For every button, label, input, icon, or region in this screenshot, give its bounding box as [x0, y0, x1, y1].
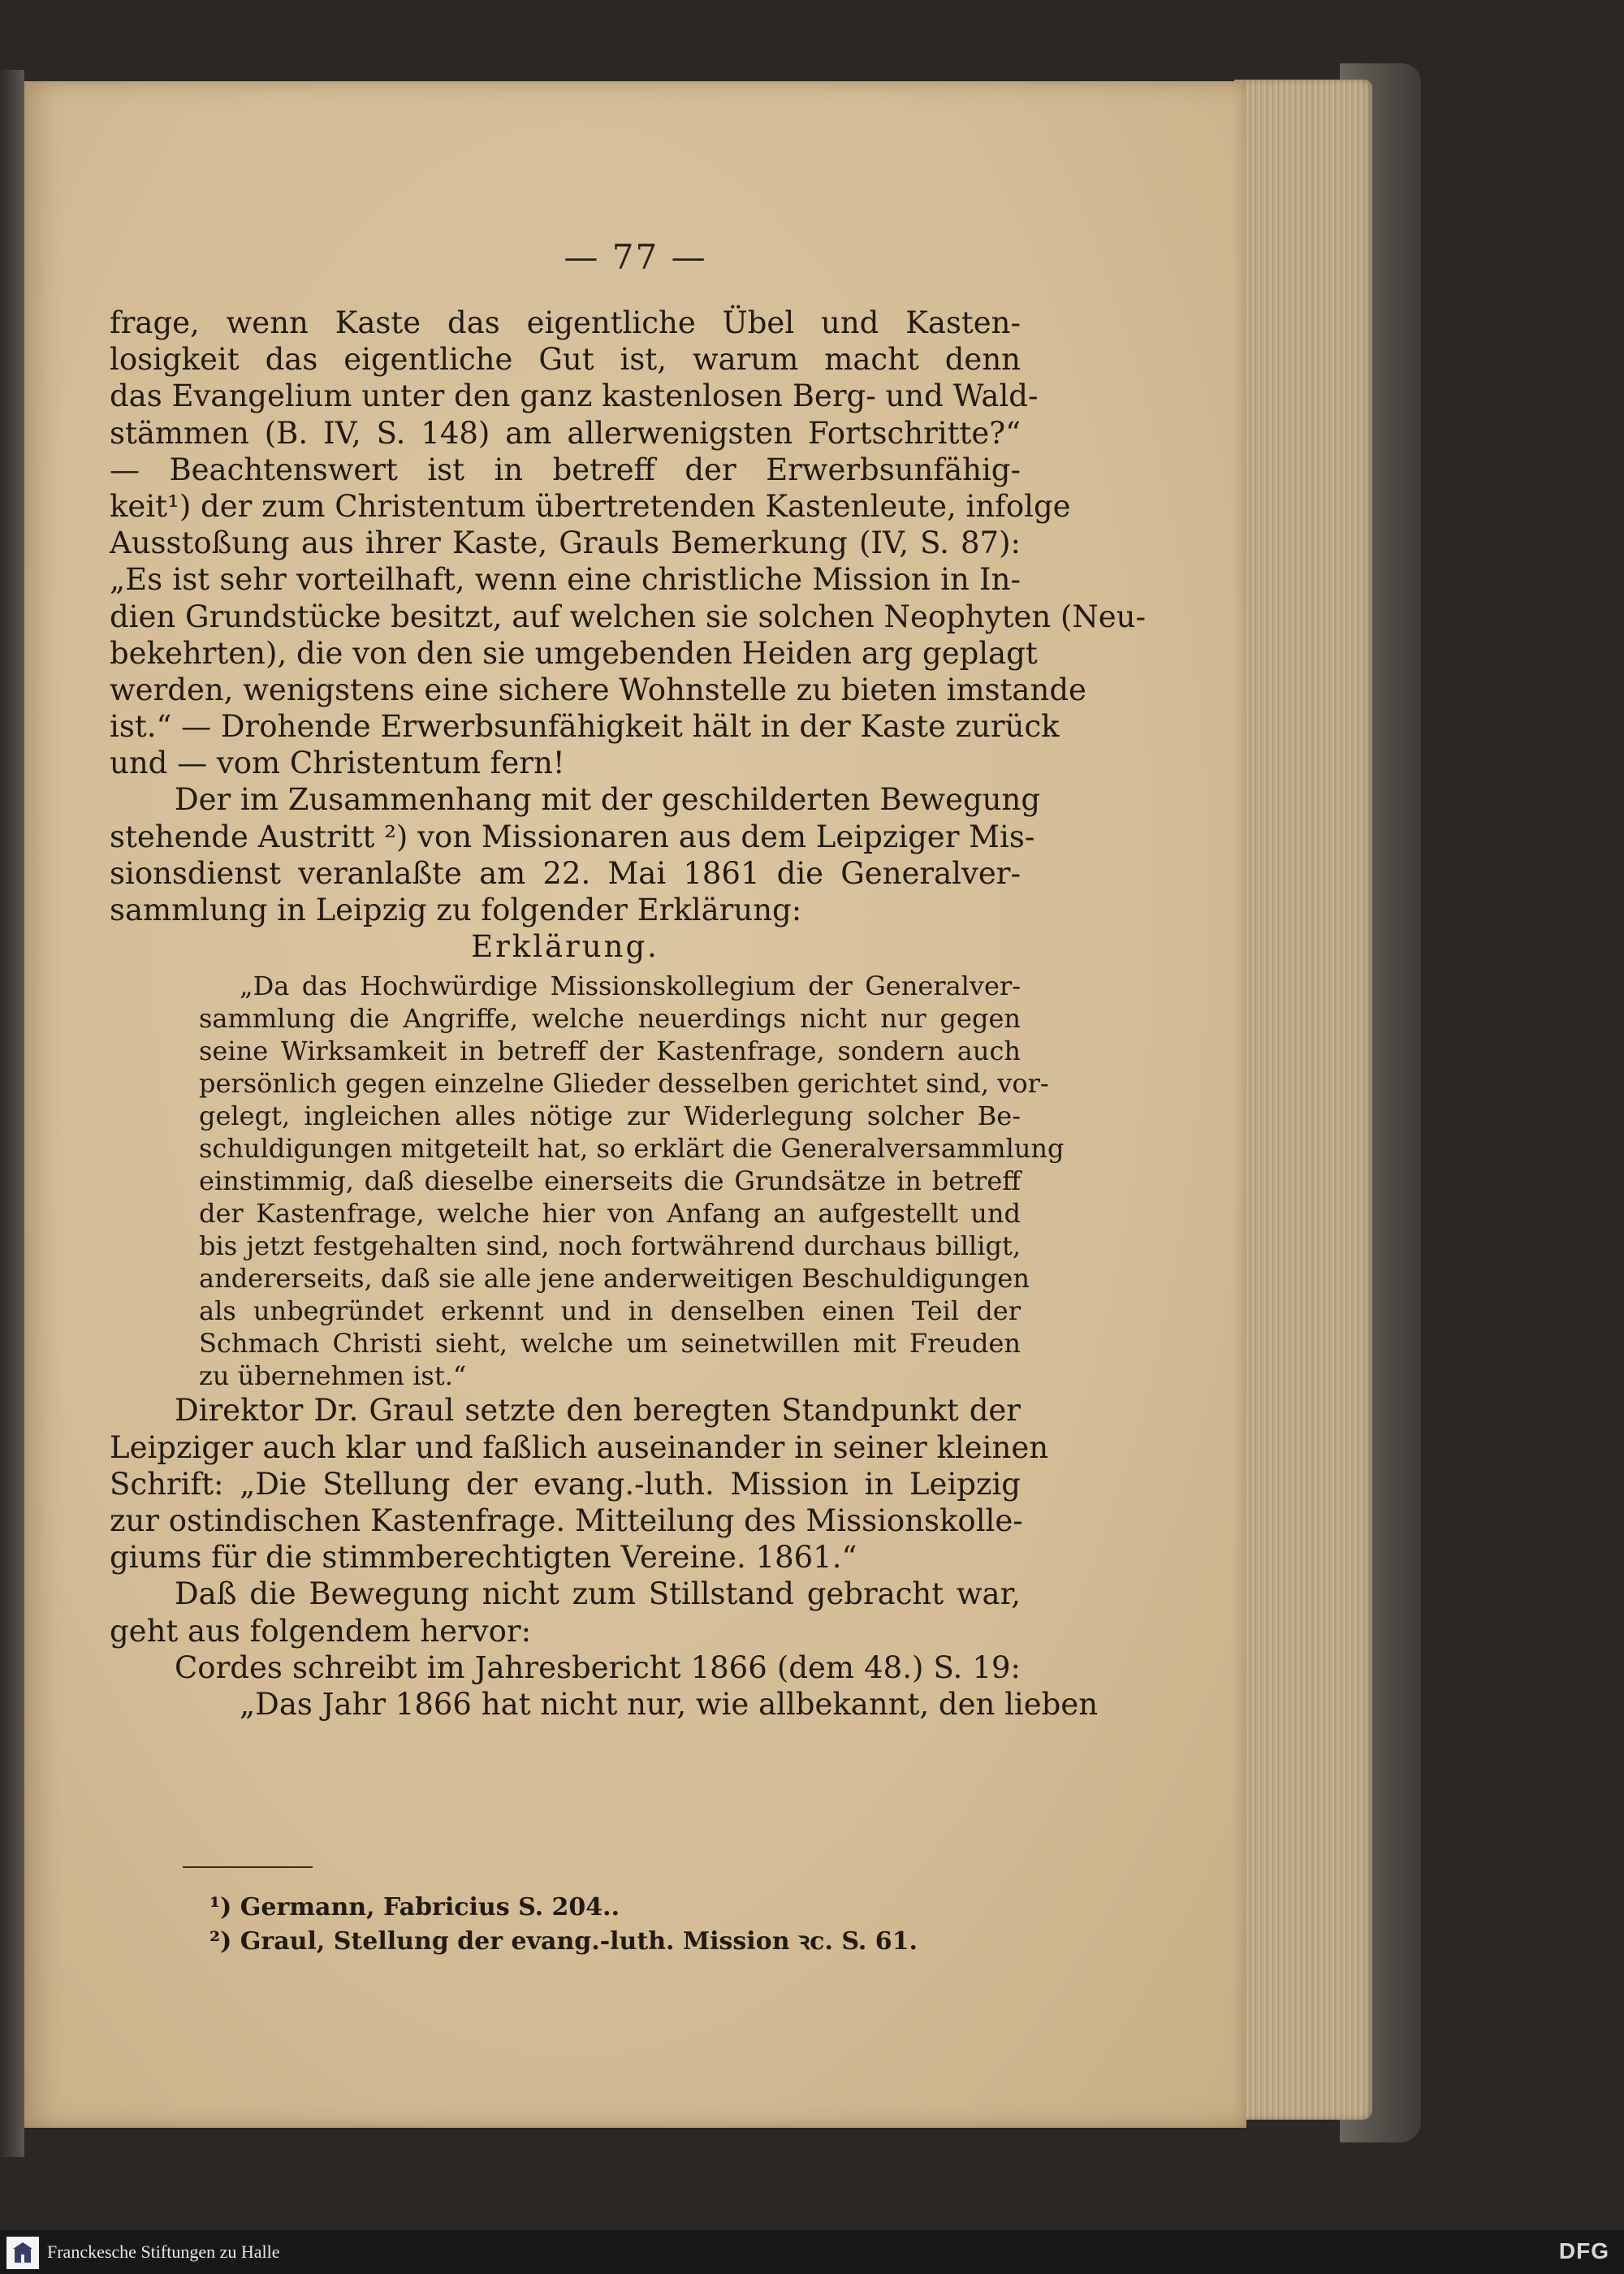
text-line: dien Grundstücke besitzt, auf welchen sie solchen Neophyten (Neu-: [110, 599, 1146, 634]
book-page: [24, 81, 1246, 2128]
dfg-logo: DFG: [1558, 2238, 1609, 2263]
text-line: ist.“ — Drohende Erwerbsunfähigkeit hält in der Kaste zurück: [110, 709, 1060, 745]
text-line: losigkeit das eigentliche Gut ist, warum macht denn: [110, 342, 1021, 378]
quote-line: seine Wirksamkeit in betreff der Kastenfrage, sondern auch: [199, 1035, 1021, 1067]
institution-name: Franckesche Stiftungen zu Halle: [47, 2242, 280, 2262]
text-line: — Beachtenswert ist in betreff der Erwerbsunfähig-: [110, 452, 1021, 487]
page-number: — 77 —: [564, 237, 707, 277]
quote-line: schuldigungen mitgeteilt hat, so erklärt die Generalversammlung: [199, 1133, 1065, 1165]
section-heading: Erklärung.: [471, 929, 659, 965]
text-line: keit¹) der zum Christentum übertretenden Kastenleute, infolge: [110, 488, 1071, 524]
text-line: geht aus folgendem hervor:: [110, 1613, 532, 1649]
declaration-quote: [199, 970, 1065, 1392]
text-line: Der im Zusammenhang mit der geschilderten Bewegung: [175, 782, 1041, 818]
text-line: Direktor Dr. Graul setzte den beregten Standpunkt der: [175, 1393, 1021, 1429]
text-line: Daß die Bewegung nicht zum Stillstand gebracht war,: [175, 1576, 1021, 1612]
main-text: [110, 305, 1146, 1723]
foundation-logo-icon: [6, 2237, 39, 2269]
quote-line: „Da das Hochwürdige Missionskollegium der Generalver-: [240, 971, 1021, 1002]
quote-line: sammlung die Angriffe, welche neuerdings nicht nur gegen: [199, 1003, 1021, 1035]
text-line: das Evangelium unter den ganz kastenlosen Berg- und Wald-: [110, 378, 1039, 414]
text-line: giums für die stimmberechtigten Vereine. 1861.“: [110, 1540, 857, 1576]
text-line: „Das Jahr 1866 hat nicht nur, wie allbekannt, den lieben: [240, 1686, 1099, 1722]
footnote: ¹) Germann, Fabricius S. 204..: [209, 1893, 620, 1922]
text-line: „Es ist sehr vorteilhaft, wenn eine christliche Mission in In-: [110, 562, 1021, 598]
quote-line: zu übernehmen ist.“: [199, 1360, 467, 1392]
footnote-rule: [183, 1866, 313, 1868]
quote-line: Schmach Christi sieht, welche um seinetwillen mit Freuden: [199, 1328, 1021, 1360]
text-line: stehende Austritt ²) von Missionaren aus dem Leipziger Mis-: [110, 819, 1035, 854]
status-bar: [0, 2230, 1624, 2274]
text-line: werden, wenigstens eine sichere Wohnstelle zu bieten imstande: [110, 672, 1086, 707]
quote-line: der Kastenfrage, welche hier von Anfang an aufgestellt und: [199, 1198, 1021, 1230]
quote-line: einstimmig, daß dieselbe einerseits die Grundsätze in betreff: [199, 1165, 1021, 1197]
text-line: Ausstoßung aus ihrer Kaste, Grauls Bemerkung (IV, S. 87):: [110, 525, 1021, 561]
quote-line: persönlich gegen einzelne Glieder desselben gerichtet sind, vor-: [199, 1068, 1049, 1100]
text-line: und — vom Christentum fern!: [110, 746, 565, 781]
text-line: bekehrten), die von den sie umgebenden Heiden arg geplagt: [110, 635, 1038, 671]
quote-line: andererseits, daß sie alle jene anderweitigen Beschuldigungen: [199, 1263, 1030, 1295]
text-line: sionsdienst veranlaßte am 22. Mai 1861 die Generalver-: [110, 855, 1021, 891]
text-line: sammlung in Leipzig zu folgender Erklärung:: [110, 893, 802, 927]
book-cover-left: [0, 70, 24, 2157]
text-line: zur ostindischen Kastenfrage. Mitteilung des Missionskolle-: [110, 1502, 1023, 1538]
footnote: ²) Graul, Stellung der evang.-luth. Mission ꝛc. S. 61.: [209, 1927, 918, 1956]
quote-line: gelegt, ingleichen alles nötige zur Widerlegung solcher Be-: [199, 1100, 1021, 1132]
quote-line: als unbegründet erkennt und in denselben einen Teil der: [199, 1295, 1021, 1327]
text-line: Schrift: „Die Stellung der evang.-luth. Mission in Leipzig: [110, 1466, 1021, 1502]
text-line: Leipziger auch klar und faßlich auseinander in seiner kleinen: [110, 1429, 1049, 1465]
footnotes: [209, 1891, 940, 1959]
quote-line: bis jetzt festgehalten sind, noch fortwährend durchaus billigt,: [199, 1230, 1021, 1262]
page-edges: [1234, 80, 1372, 2120]
text-line: Cordes schreibt im Jahresbericht 1866 (dem 48.) S. 19:: [175, 1649, 1021, 1685]
text-line: stämmen (B. IV, S. 148) am allerwenigsten Fortschritte?“: [110, 415, 1021, 451]
text-line: frage, wenn Kaste das eigentliche Übel und Kasten-: [110, 305, 1021, 340]
